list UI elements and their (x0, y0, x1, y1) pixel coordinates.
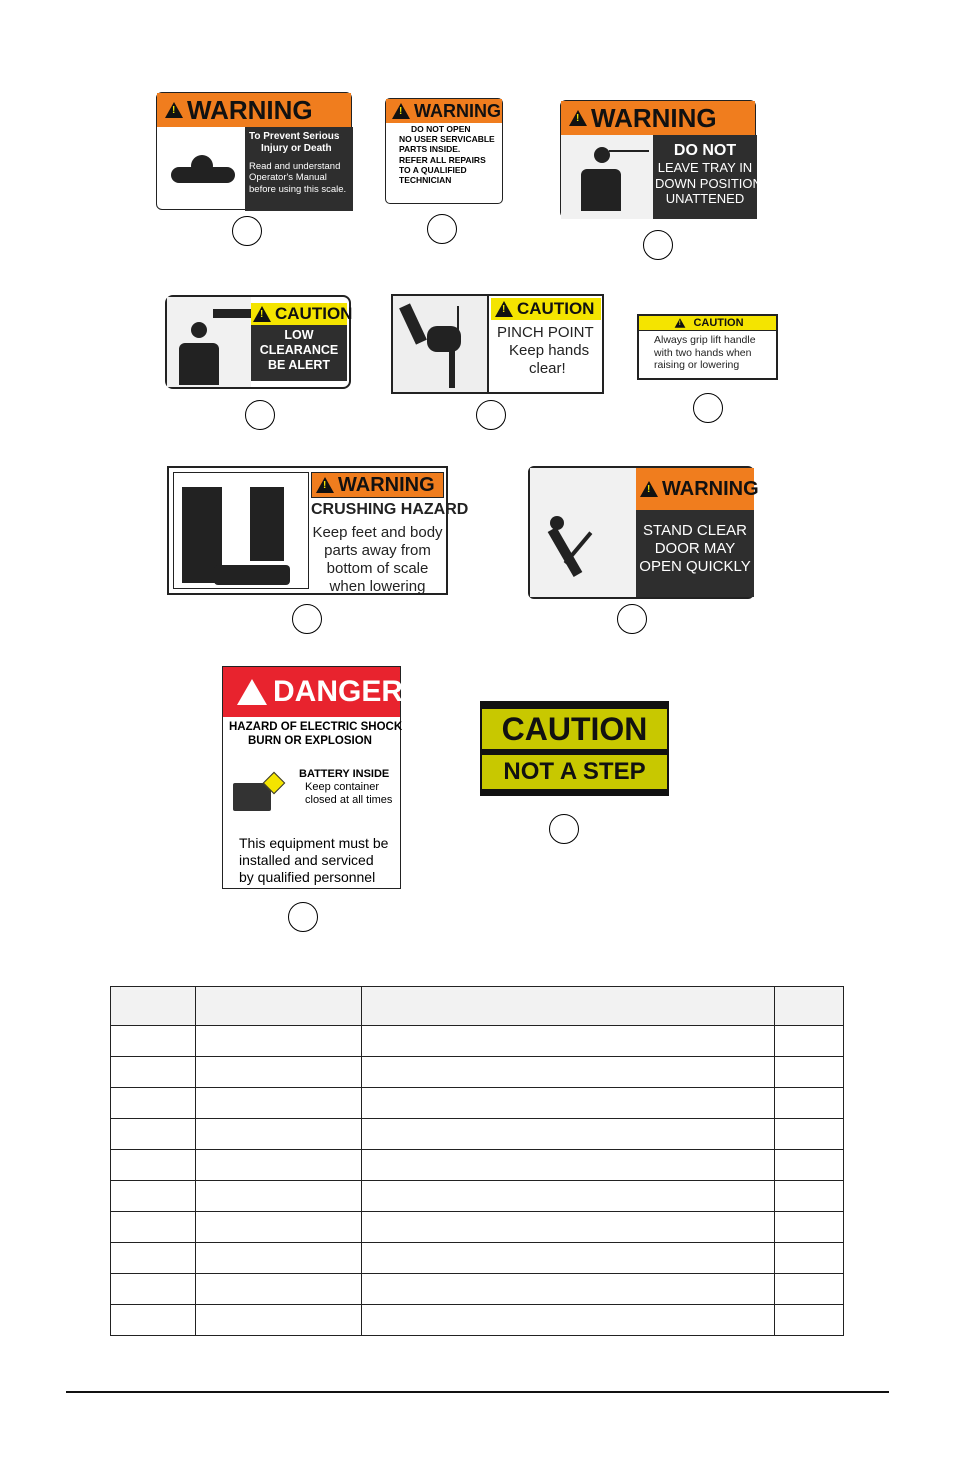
label-danger (222, 666, 404, 889)
table-cell (361, 1305, 774, 1336)
table-header-cell (775, 987, 844, 1026)
table-cell (361, 1026, 774, 1057)
callout-circle (245, 400, 275, 430)
line-2: CLEARANCE (259, 343, 339, 357)
line-3: OPEN QUICKLY (639, 558, 751, 575)
callout-circle (693, 393, 723, 423)
warning-triangle-icon (253, 306, 271, 322)
table-cell (111, 1181, 196, 1212)
header-text: WARNING (662, 477, 759, 500)
table-row (111, 1026, 844, 1057)
table-header-row (111, 987, 844, 1026)
line-4: Keep container (305, 781, 379, 794)
table-cell (775, 1305, 844, 1336)
line-1: CRUSHING HAZARD (311, 501, 469, 518)
line-4: REFER ALL REPAIRS (399, 154, 486, 165)
footer-divider (66, 1391, 889, 1393)
line-5: closed at all times (305, 794, 393, 807)
table-cell (775, 1026, 844, 1057)
label-warning-tray (560, 100, 762, 218)
line-2: LEAVE TRAY IN (657, 160, 753, 176)
table-cell (195, 1212, 361, 1243)
callout-circle (643, 230, 673, 260)
header-text: CAUTION (275, 304, 353, 323)
table-cell (361, 1088, 774, 1119)
label-header (639, 316, 776, 331)
table-cell (195, 1305, 361, 1336)
table-cell (195, 1057, 361, 1088)
table-header-cell (361, 987, 774, 1026)
header-text: CAUTION (693, 317, 744, 329)
table-row (111, 1057, 844, 1088)
callout-circle (549, 814, 579, 844)
warning-triangle-icon (165, 102, 183, 118)
warning-triangle-icon (237, 679, 267, 705)
pinch-hand-icon (393, 296, 489, 392)
table-cell (111, 1057, 196, 1088)
line-1: DO NOT OPEN (411, 124, 471, 134)
table-cell (361, 1274, 774, 1305)
line-6: TECHNICIAN (399, 174, 452, 185)
line-2: BURN OR EXPLOSION (248, 734, 372, 747)
label-header (386, 99, 502, 123)
table-cell (361, 1243, 774, 1274)
callout-circle (232, 216, 262, 246)
line-5: TO A QUALIFIED (399, 164, 467, 175)
warning-triangle-icon (392, 103, 410, 119)
header-text: WARNING (414, 100, 501, 121)
line-2: NO USER SERVICABLE (399, 134, 495, 145)
label-header (636, 468, 759, 510)
text-panel (245, 127, 353, 211)
header-text: CAUTION (517, 299, 595, 318)
table-cell (111, 1305, 196, 1336)
label-caution-clearance (165, 295, 351, 389)
table-cell (195, 1150, 361, 1181)
table-header-cell (111, 987, 196, 1026)
table-cell (111, 1243, 196, 1274)
callout-circle (292, 604, 322, 634)
callout-circle (427, 214, 457, 244)
line-3: BE ALERT (267, 358, 331, 372)
table-cell (775, 1243, 844, 1274)
table-header-cell (195, 987, 361, 1026)
table-cell (775, 1057, 844, 1088)
table-cell (195, 1181, 361, 1212)
text-panel (653, 135, 762, 219)
label-caution-step (480, 701, 669, 796)
text-panel (636, 510, 754, 597)
table-cell (111, 1026, 196, 1057)
text-panel (491, 324, 601, 378)
table-row (111, 1212, 844, 1243)
table-cell (775, 1181, 844, 1212)
line-6: This equipment must be (239, 835, 389, 851)
table-cell (361, 1181, 774, 1212)
table-cell (195, 1243, 361, 1274)
line-2: Keep feet and body (312, 524, 443, 542)
table-row (111, 1305, 844, 1336)
table-row (111, 1088, 844, 1119)
line-3: PARTS INSIDE. (399, 144, 461, 155)
door-impact-icon (530, 468, 636, 597)
table-body (111, 1026, 844, 1336)
table-row (111, 1274, 844, 1305)
header-text: DANGER (273, 675, 404, 708)
label-header (223, 667, 404, 717)
label-header (491, 298, 601, 320)
step-caution-text: CAUTION (482, 709, 667, 749)
label-caution-pinch (391, 294, 604, 394)
line-1: To Prevent Serious (249, 131, 340, 142)
person-icon (171, 155, 235, 183)
line-4: Operator's Manual (249, 172, 327, 184)
table-cell (195, 1026, 361, 1057)
table-row (111, 1243, 844, 1274)
line-7: installed and serviced (239, 851, 374, 868)
line-2: Keep hands (509, 342, 590, 359)
table-row (111, 1181, 844, 1212)
label-warning-door (528, 466, 759, 599)
line-2: with two hands when (654, 346, 752, 359)
line-4: bottom of scale (326, 560, 429, 578)
label-header (251, 303, 353, 325)
table-cell (361, 1119, 774, 1150)
line-8: by qualified personnel (239, 868, 376, 885)
table-cell (195, 1088, 361, 1119)
text-panel (311, 500, 469, 596)
text-panel (251, 325, 347, 381)
table-row (111, 1119, 844, 1150)
label-warning-do-not-open (385, 98, 503, 204)
table-cell (775, 1274, 844, 1305)
line-5: when lowering (329, 578, 426, 596)
line-1: DO NOT (673, 142, 737, 159)
line-1: LOW (284, 328, 314, 342)
warning-triangle-icon (495, 301, 513, 317)
table-cell (361, 1057, 774, 1088)
step-not-a-step-text: NOT A STEP (482, 755, 667, 789)
head-impact-icon (561, 135, 653, 219)
line-2: Injury or Death (261, 143, 332, 154)
line-1: STAND CLEAR (643, 522, 747, 539)
table-cell (111, 1274, 196, 1305)
line-5: before using this scale. (249, 183, 347, 195)
line-3: Read and understand (249, 161, 341, 172)
label-caution-grip (637, 314, 778, 380)
table-cell (361, 1150, 774, 1181)
line-1: PINCH POINT (497, 324, 594, 341)
table-cell (111, 1150, 196, 1181)
label-header (561, 101, 755, 135)
label-header (157, 93, 351, 127)
header-text: WARNING (338, 473, 435, 496)
table-cell (775, 1150, 844, 1181)
line-3: DOWN POSITION (655, 175, 762, 191)
table-cell (775, 1212, 844, 1243)
callout-circle (476, 400, 506, 430)
callout-circle (288, 902, 318, 932)
line-3: BATTERY INSIDE (299, 768, 390, 780)
crushing-foot-icon (173, 472, 309, 589)
table-cell (111, 1212, 196, 1243)
label-warning-crushing (167, 466, 469, 596)
warning-triangle-icon (675, 318, 686, 328)
header-text: WARNING (187, 94, 313, 125)
table-cell (195, 1274, 361, 1305)
line-1: HAZARD OF ELECTRIC SHOCK (229, 721, 403, 733)
warning-triangle-icon (640, 481, 658, 497)
line-2: DOOR MAY (654, 540, 736, 557)
table-cell (361, 1212, 774, 1243)
warning-triangle-icon (316, 477, 334, 493)
warning-triangle-icon (569, 110, 587, 126)
table-cell (195, 1119, 361, 1150)
table-cell (111, 1119, 196, 1150)
line-3: clear! (529, 360, 566, 377)
parts-table (110, 986, 844, 1336)
battery-icon (233, 783, 271, 811)
table-cell (775, 1119, 844, 1150)
low-clearance-icon (167, 297, 251, 387)
table-cell (111, 1088, 196, 1119)
line-3: parts away from (324, 542, 431, 560)
table-row (111, 1150, 844, 1181)
label-warning-serious (156, 92, 352, 210)
line-3: raising or lowering (654, 359, 740, 372)
header-text: WARNING (591, 102, 717, 133)
table-cell (775, 1088, 844, 1119)
line-4: UNATTENED (665, 191, 745, 207)
label-header (311, 472, 444, 498)
line-1: Always grip lift handle (654, 334, 756, 346)
callout-circle (617, 604, 647, 634)
